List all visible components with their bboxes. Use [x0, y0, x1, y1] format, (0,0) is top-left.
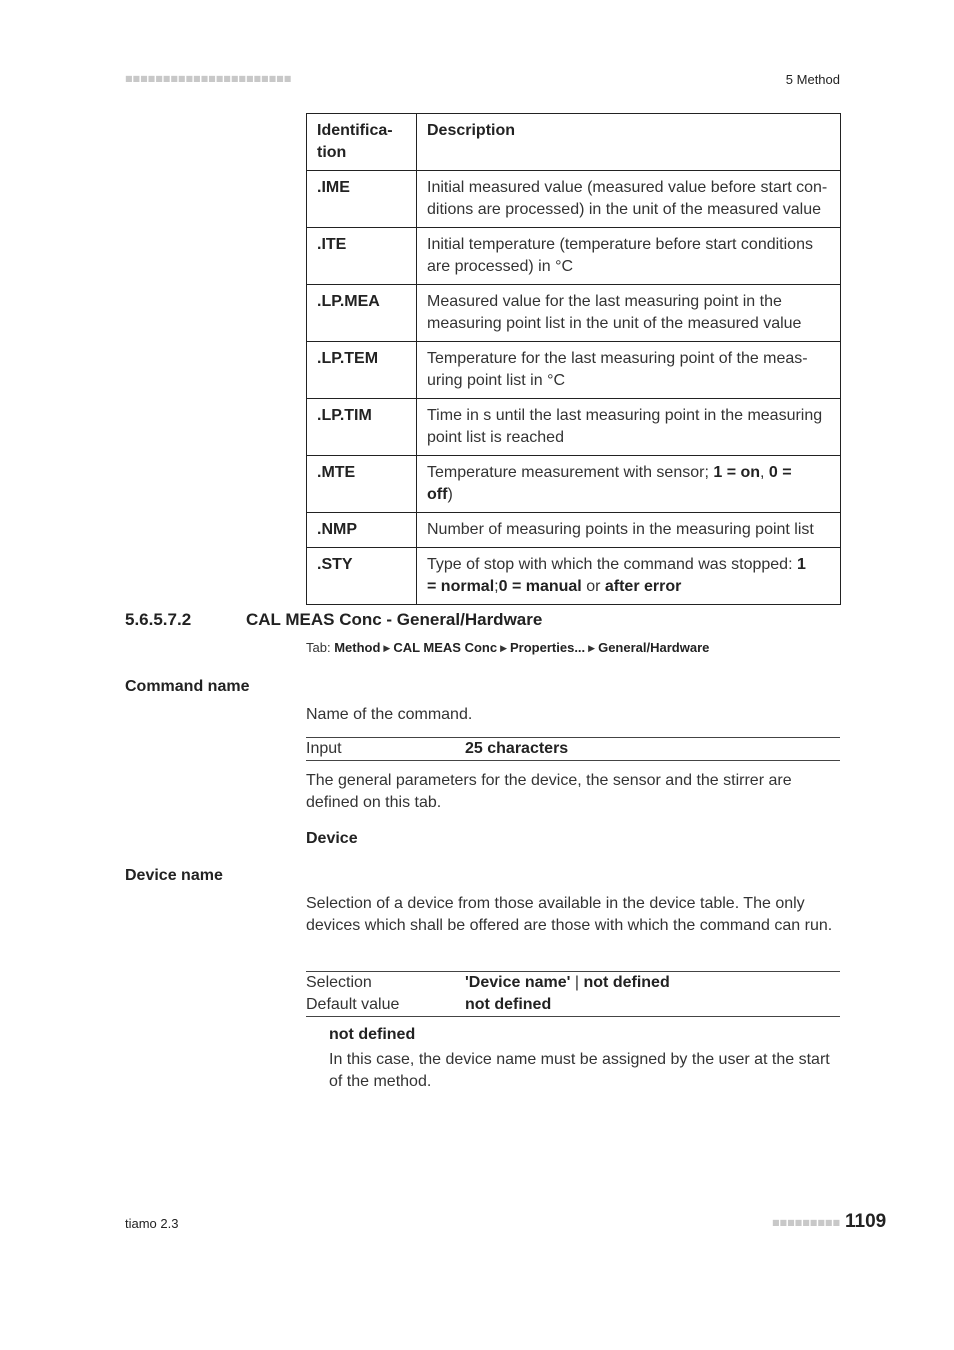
table-row	[307, 513, 841, 548]
footer-decoration: ■■■■■■■■■	[772, 1218, 841, 1227]
header-decoration: ■■■■■■■■■■■■■■■■■■■■■■	[125, 74, 292, 83]
desc-bold: 1 = on	[713, 464, 761, 481]
device-name-text: Selection of a device from those available in the device table. The only devices which shall be offered are those with which the command can run.	[306, 895, 833, 934]
row-id: .ITE	[307, 228, 417, 285]
input-parameter-table	[306, 737, 840, 761]
row-id: .LP.TEM	[307, 342, 417, 399]
selection-option: not defined	[583, 974, 670, 991]
table-row	[307, 171, 841, 228]
breadcrumb-item: CAL MEAS Conc	[393, 640, 498, 655]
parameter-row	[306, 972, 840, 994]
command-name-heading: Command name	[125, 678, 250, 695]
parameter-label: Selection	[306, 974, 372, 991]
device-parameter-table	[306, 971, 840, 1017]
general-note: The general parameters for the device, the sensor and the stirrer are defined on this tab.	[306, 772, 792, 811]
desc-text: ;	[494, 578, 499, 595]
desc-text: Type of stop with which the command was stopped:	[427, 556, 797, 573]
desc-bold: after error	[604, 578, 682, 595]
parameter-row	[306, 738, 840, 760]
header-identification: Identifica- tion	[307, 114, 417, 171]
table-row	[307, 228, 841, 285]
parameter-label: Input	[306, 740, 342, 757]
table-row	[307, 285, 841, 342]
row-description: Initial temperature (temperature before start conditions are processed) in °C	[417, 228, 841, 285]
parameter-label: Default value	[306, 996, 400, 1013]
table-row	[307, 342, 841, 399]
section-title: CAL MEAS Conc - General/Hardware	[246, 610, 543, 629]
desc-text: Temperature measurement with sensor;	[427, 464, 714, 481]
section-number: 5.6.5.7.2	[125, 610, 192, 629]
option-title: not defined	[329, 1026, 416, 1043]
parameter-value	[465, 972, 670, 994]
row-id: .MTE	[307, 456, 417, 513]
parameter-value: 25 characters	[465, 740, 569, 757]
desc-bold: 1 = normal	[427, 556, 806, 595]
table-row	[307, 399, 841, 456]
table-header-row	[307, 114, 841, 171]
device-name-heading: Device name	[125, 867, 223, 884]
row-id: .IME	[307, 171, 417, 228]
table-row	[307, 548, 841, 605]
tab-breadcrumb	[306, 640, 709, 655]
row-description: Time in s until the last measuring point in the measuring point list is reached	[417, 399, 841, 456]
breadcrumb-item: General/Hardware	[598, 640, 710, 655]
header-description: Description	[417, 114, 841, 171]
triangle-right-icon: ▶	[588, 643, 596, 653]
desc-text: )	[447, 486, 453, 503]
row-id: .STY	[307, 548, 417, 605]
option-text: In this case, the device name must be assigned by the user at the start of the method.	[329, 1051, 830, 1090]
parameter-value: not defined	[465, 996, 552, 1013]
triangle-right-icon: ▶	[500, 643, 508, 653]
row-description: Temperature for the last measuring point of the meas- uring point list in °C	[417, 342, 841, 399]
triangle-right-icon: ▶	[383, 643, 391, 653]
row-description: Initial measured value (measured value before start con- ditions are processed) in the unit of the measured value	[417, 171, 841, 228]
desc-text: or	[581, 578, 605, 595]
selection-separator: |	[570, 974, 584, 991]
footer-product: tiamo 2.3	[125, 1216, 179, 1231]
identification-table	[306, 113, 841, 605]
page-number: 1109	[845, 1211, 887, 1232]
chapter-title: 5 Method	[785, 72, 840, 87]
desc-bold: 0 = off	[427, 464, 792, 503]
row-id: .LP.TIM	[307, 399, 417, 456]
row-description	[417, 456, 841, 513]
row-description	[417, 548, 841, 605]
desc-text: ,	[760, 464, 769, 481]
row-description: Measured value for the last measuring point in the measuring point list in the unit of the measured value	[417, 285, 841, 342]
breadcrumb-item: Properties...	[510, 640, 586, 655]
tab-prefix: Tab:	[306, 640, 335, 655]
row-description: Number of measuring points in the measuring point list	[417, 513, 841, 548]
table-row	[307, 456, 841, 513]
command-name-text: Name of the command.	[306, 706, 473, 723]
row-id: .NMP	[307, 513, 417, 548]
selection-option: 'Device name'	[465, 974, 571, 991]
row-id: .LP.MEA	[307, 285, 417, 342]
parameter-row	[306, 994, 840, 1016]
breadcrumb-item: Method	[334, 640, 381, 655]
device-subheading: Device	[306, 830, 358, 847]
desc-bold: 0 = manual	[498, 578, 582, 595]
